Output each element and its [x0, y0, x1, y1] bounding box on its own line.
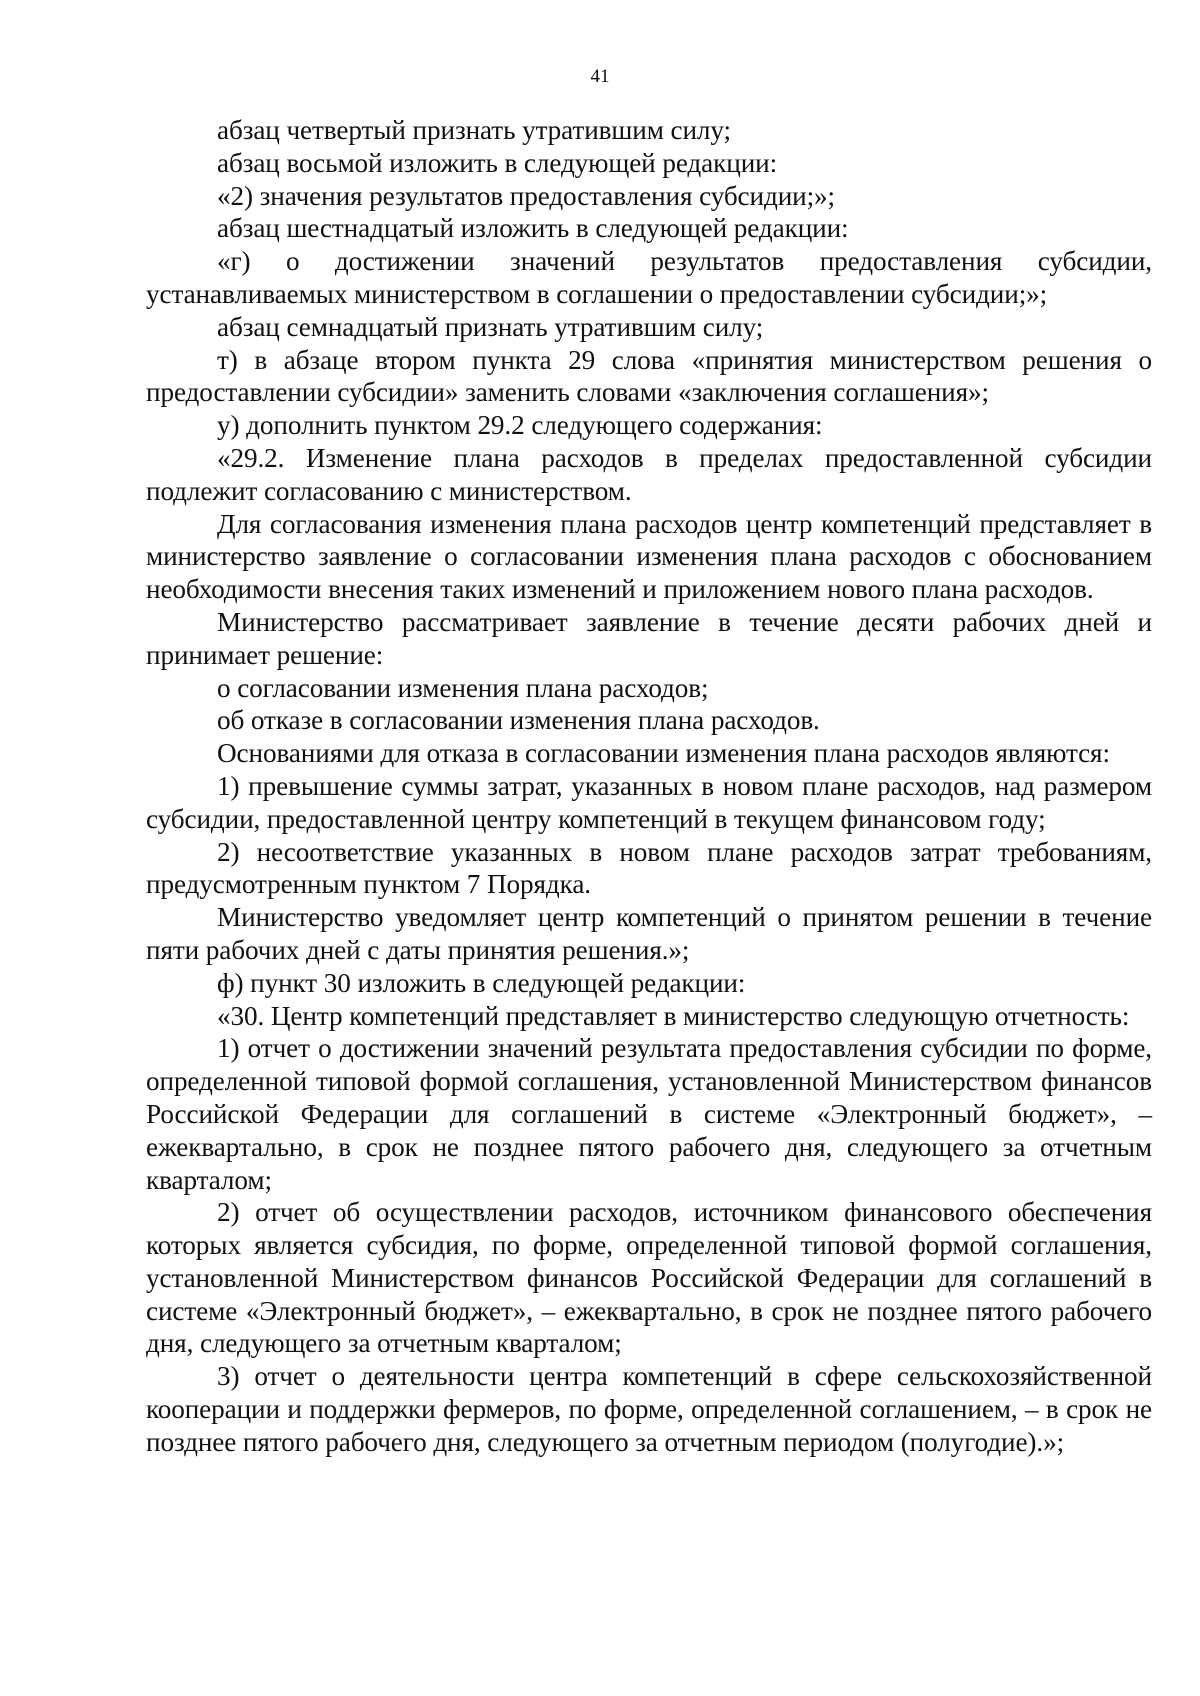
document-body: [146, 114, 1152, 1459]
paragraph: о согласовании изменения плана расходов;: [217, 672, 709, 703]
paragraph: 2) отчет об осуществлении расходов, источником финансового обеспечения которых является субсидия, по форме, определенной типовой формой соглашения, установленной Министерством финансов Российской Федерации для соглашений в системе «Электронный бюджет», – ежеквартально, в срок не позднее пятого рабочего дня, следующего за отчетным кварталом;: [146, 1197, 1152, 1359]
paragraph: ф) пункт 30 изложить в следующей редакции:: [217, 967, 746, 998]
paragraph: абзац семнадцатый признать утратившим силу;: [217, 311, 764, 342]
paragraph: 1) превышение суммы затрат, указанных в новом плане расходов, над размером субсидии, предоставленной центру компетенций в текущем финансовом году;: [146, 770, 1152, 834]
paragraph: Министерство рассматривает заявление в течение десяти рабочих дней и принимает решение:: [146, 606, 1152, 670]
page-number: 41: [590, 66, 610, 87]
paragraph: у) дополнить пунктом 29.2 следующего содержания:: [217, 410, 823, 441]
paragraph: Основаниями для отказа в согласовании изменения плана расходов являются:: [217, 738, 1110, 769]
paragraph: 2) несоответствие указанных в новом плане расходов затрат требованиям, предусмотренным пунктом 7 Порядка.: [146, 836, 1152, 900]
paragraph: «29.2. Изменение плана расходов в пределах предоставленной субсидии подлежит согласованию с министерством.: [146, 442, 1152, 506]
paragraph: «г) о достижении значений результатов предоставления субсидии, устанавливаемых министерством в соглашении о предоставлении субсидии;»;: [146, 246, 1152, 309]
paragraph: абзац шестнадцатый изложить в следующей редакции:: [217, 213, 849, 244]
paragraph: т) в абзаце втором пункта 29 слова «принятия министерством решения о предоставлении субсидии» заменить словами «заключения соглашения»;: [146, 344, 1152, 408]
paragraph: абзац четвертый признать утратившим силу;: [217, 115, 731, 145]
paragraph: «2) значения результатов предоставления субсидии;»;: [217, 180, 836, 211]
paragraph: Министерство уведомляет центр компетенций о принятом решении в течение пяти рабочих дней с даты принятия решения.»;: [146, 902, 1152, 965]
paragraph: 3) отчет о деятельности центра компетенций в сфере сельскохозяйственной кооперации и поддержки фермеров, по форме, определенной соглашением, – в срок не позднее пятого рабочего дня, следующего за отчетным периодом (полугодие).»;: [146, 1361, 1152, 1457]
paragraph: Для согласования изменения плана расходов центр компетенций представляет в министерство заявление о согласовании изменения плана расходов с обоснованием необходимости внесения таких изменений и приложением нового плана расходов.: [146, 508, 1152, 605]
paragraph: 1) отчет о достижении значений результата предоставления субсидии по форме, определенной типовой формой соглашения, установленной Министерством финансов Российской Федерации для соглашений в системе «Электронный бюджет», – ежеквартально, в срок не позднее пятого рабочего дня, следующего за отчетным кварталом;: [146, 1033, 1152, 1195]
paragraph: «30. Центр компетенций представляет в министерство следующую отчетность:: [217, 1000, 1130, 1031]
paragraph: абзац восьмой изложить в следующей редакции:: [217, 147, 778, 178]
paragraph: об отказе в согласовании изменения плана расходов.: [217, 705, 820, 736]
